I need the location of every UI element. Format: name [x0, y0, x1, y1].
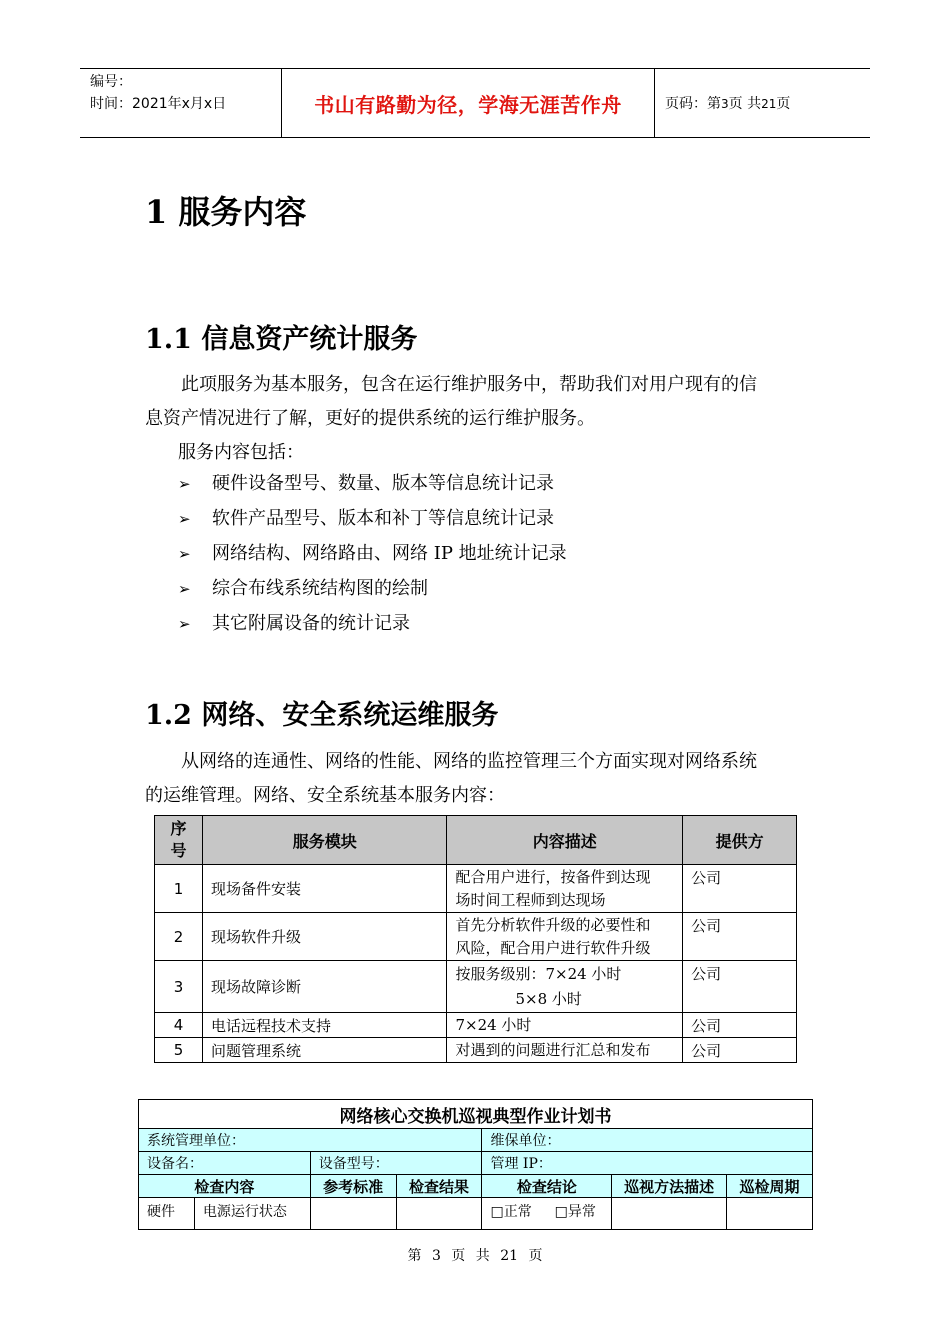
- para-line: 息资产情况进行了解，更好的提供系统的运行维护服务。: [145, 408, 595, 429]
- col-header-conclusion: 检查结论: [482, 1175, 612, 1198]
- col-header-reference: 参考标准: [310, 1175, 396, 1198]
- col-header-desc: 内容描述: [447, 816, 683, 865]
- section-1-title: 1 服务内容: [145, 193, 307, 231]
- arrow-bullet-icon: ➢: [178, 475, 191, 493]
- header-motto: 书山有路勤为径，学海无涯苦作舟: [314, 93, 622, 117]
- desc-line: 风险，配合用户进行软件升级: [455, 939, 651, 957]
- system-unit-label: 系统管理单位：: [139, 1129, 482, 1152]
- inspection-table: [138, 1099, 813, 1230]
- table-header-row: [155, 816, 797, 865]
- desc-line: 按服务级别：7×24 小时: [455, 965, 622, 983]
- row-desc: 7×24 小时: [447, 1013, 683, 1038]
- bullet-item: [178, 572, 428, 606]
- row-desc: 对遇到的问题进行汇总和发布: [447, 1038, 683, 1063]
- doc-time-label: 时间：2021年x月x日: [90, 96, 227, 112]
- row-item: 电源运行状态: [194, 1198, 310, 1230]
- row-provider: 公司: [683, 1013, 797, 1038]
- page-prefix: 页码：第: [665, 96, 721, 112]
- col-header-method: 巡视方法描述: [612, 1175, 727, 1198]
- para-line: 从网络的连通性、网络的性能、网络的监控管理三个方面实现对网络系统: [181, 751, 757, 772]
- desc-line: 配合用户进行，按备件到达现: [455, 868, 651, 886]
- desc-line: 首先分析软件升级的必要性和: [455, 916, 651, 934]
- row-desc: [447, 913, 683, 961]
- row-category: 硬件: [139, 1198, 195, 1230]
- row-provider: 公司: [683, 865, 797, 913]
- para-line: 的运维管理。网络、安全系统基本服务内容：: [145, 785, 505, 806]
- col-header-result: 检查结果: [396, 1175, 482, 1198]
- row-module: 现场故障诊断: [202, 961, 447, 1013]
- section-1-2-para: [145, 745, 810, 813]
- inspection-title: 网络核心交换机巡视典型作业计划书: [139, 1100, 813, 1129]
- section-1-1-para: [145, 368, 810, 436]
- bullet-item: [178, 467, 554, 501]
- header-page-info: [665, 93, 790, 113]
- table-row: [155, 961, 797, 1013]
- normal-checkbox[interactable]: □正常: [490, 1204, 532, 1220]
- col-header-provider: 提供方: [683, 816, 797, 865]
- device-name-label: 设备名：: [139, 1152, 311, 1175]
- section-1-1-title: 1.1 信息资产统计服务: [145, 324, 418, 355]
- inspection-info-row: [139, 1129, 813, 1152]
- bullet-item: [178, 607, 410, 641]
- arrow-bullet-icon: ➢: [178, 580, 191, 598]
- page-header: [80, 68, 870, 138]
- col-header-check-content: 检查内容: [139, 1175, 311, 1198]
- page-footer: 第 3 页 共 21 页: [407, 1248, 543, 1264]
- section-1-2-title: 1.2 网络、安全系统运维服务: [145, 700, 499, 731]
- col-header-num: 序号: [155, 816, 203, 865]
- row-desc: [447, 865, 683, 913]
- inspection-header-row: [139, 1175, 813, 1198]
- page-total: 21: [761, 97, 777, 111]
- row-method: [612, 1198, 727, 1230]
- abnormal-checkbox[interactable]: □异常: [554, 1204, 596, 1220]
- para-line: 此项服务为基本服务，包含在运行维护服务中，帮助我们对用户现有的信: [181, 374, 757, 395]
- service-table: [154, 815, 797, 1063]
- row-desc: [447, 961, 683, 1013]
- row-num: 1: [155, 865, 203, 913]
- row-num: 4: [155, 1013, 203, 1038]
- inspection-device-row: [139, 1152, 813, 1175]
- arrow-bullet-icon: ➢: [178, 545, 191, 563]
- header-divider: [654, 69, 655, 137]
- section-1-1-intro: 服务内容包括：: [178, 442, 304, 463]
- arrow-bullet-icon: ➢: [178, 510, 191, 528]
- desc-line: 场时间工程师到达现场: [455, 891, 606, 909]
- col-header-cycle: 巡检周期: [727, 1175, 813, 1198]
- bullet-item: [178, 537, 567, 571]
- bullet-text: 其它附属设备的统计记录: [212, 613, 410, 634]
- page-current: 3: [721, 97, 729, 111]
- table-row: [155, 1038, 797, 1063]
- mgmt-ip-label: 管理 IP：: [482, 1152, 813, 1175]
- row-conclusion: [482, 1198, 612, 1230]
- bullet-text: 网络结构、网络路由、网络 IP 地址统计记录: [212, 543, 567, 564]
- row-module: 问题管理系统: [202, 1038, 447, 1063]
- header-meta: [90, 71, 226, 115]
- inspection-title-row: [139, 1100, 813, 1129]
- bullet-item: [178, 502, 554, 536]
- row-provider: 公司: [683, 913, 797, 961]
- arrow-bullet-icon: ➢: [178, 615, 191, 633]
- row-provider: 公司: [683, 961, 797, 1013]
- col-header-module: 服务模块: [202, 816, 447, 865]
- row-num: 2: [155, 913, 203, 961]
- row-num: 3: [155, 961, 203, 1013]
- row-result: [396, 1198, 482, 1230]
- maint-unit-label: 维保单位：: [482, 1129, 813, 1152]
- device-model-label: 设备型号：: [310, 1152, 482, 1175]
- row-cycle: [727, 1198, 813, 1230]
- table-row: [155, 1013, 797, 1038]
- bullet-text: 软件产品型号、版本和补丁等信息统计记录: [212, 508, 554, 529]
- table-row: [139, 1198, 813, 1230]
- row-module: 现场备件安装: [202, 865, 447, 913]
- doc-number-label: 编号：: [90, 74, 132, 90]
- table-row: [155, 913, 797, 961]
- bullet-text: 硬件设备型号、数量、版本等信息统计记录: [212, 473, 554, 494]
- page-mid: 页 共: [728, 96, 762, 112]
- table-row: [155, 865, 797, 913]
- row-provider: 公司: [683, 1038, 797, 1063]
- row-module: 现场软件升级: [202, 913, 447, 961]
- desc-line: 5×8 小时: [515, 990, 582, 1008]
- bullet-text: 综合布线系统结构图的绘制: [212, 578, 428, 599]
- row-module: 电话远程技术支持: [202, 1013, 447, 1038]
- row-num: 5: [155, 1038, 203, 1063]
- page-suffix: 页: [776, 96, 791, 112]
- row-reference: [310, 1198, 396, 1230]
